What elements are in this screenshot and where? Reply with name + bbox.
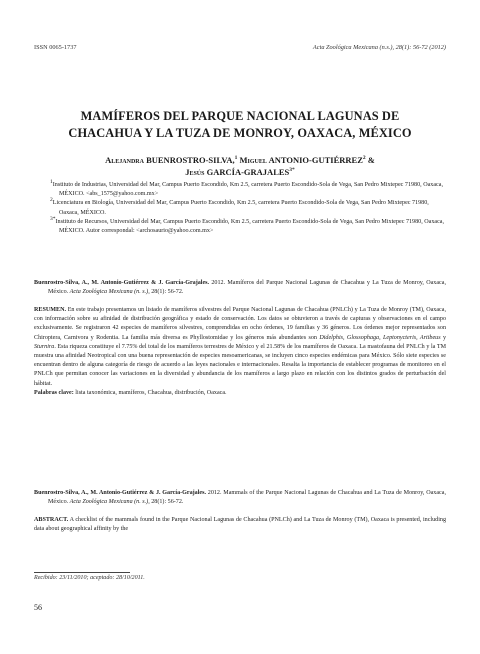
author-first-name: Jesús [185,167,205,177]
received-accepted-note: Recibido: 23/11/2010; aceptado: 28/10/2011. [34,575,145,581]
affiliation-3: $^{3*}$Instituto de Recursos, Universidad del Mar, Campus Puerto Escondido, Km 2.5, carretera Puerto Escondido-Sola de Vega, San Pedro Mixtepec 71980, Oaxaca, MÉXICO. Autor correspondal: <archosaurio@yahoo.com.mx> [50,215,445,235]
citation-spanish: Buenrostro-Silva, A., M. Antonio-Gutiérrez & J. García-Grajales. 2012. Mamíferos del Parque Nacional Lagunas de Chacahua y La Tuza de Monroy, Oaxaca, México. Acta Zoológica Mexicana (n. s.), 28(1): 56-72. [34,280,446,296]
affiliation-2: $^2$Licenciatura en Biología, Universidad del Mar, Campus Puerto Escondido, Km 2.5, carretera Puerto Escondido-Sola de Vega, San Pedro Mixtepec 71980, Oaxaca, MÉXICO. [50,197,429,216]
journal-reference: Acta Zoológica Mexicana (n.s.), 28(1): 56-72 (2012) [312,44,446,51]
title-line-2: CHACAHUA Y LA TUZA DE MONROY, OAXACA, MÉXICO [68,126,412,140]
abstract-label: ABSTRACT. [34,517,69,523]
abstract-paragraph: ABSTRACT. A checklist of the mammals found in the Parque Nacional Lagunas de Chacahua (PNLCh) and La Tuza de Monroy (TM), Oaxaca is presented, including data about geographical affinity by the [34,517,446,533]
author-list [34,154,446,178]
resumen-label: RESUMEN. [34,307,66,313]
author-line-1 [34,154,446,166]
keywords-line: Palabras clave: lista taxonómica, mamíferos, Chacahua, distribución, Oaxaca. [34,389,227,396]
author-first-name: Miguel [239,155,267,165]
author-last-name: ANTONIO-GUTIÉRREZ [268,155,363,165]
author-affiliation-mark: 3* [289,167,295,174]
issn: ISSN 0065-1737 [34,44,77,51]
affiliations [50,178,446,236]
resumen-paragraph: RESUMEN. En este trabajo presentamos un listado de mamíferos silvestres del Parque Nacional Lagunas de Chacahua (PNLCh) y La Tuza de Monroy (TM), Oaxaca, con información sobre su afinidad de distribución geográfica y estado de conservación. Los datos se obtuvieron a través de capturas y observaciones en el campo exclusivamente. Se registraron 42 especies de mamíferos silvestres, comprendidas en ocho órdenes, 19 familias y 36 géneros. Los órdenes mejor representados son Chiroptera, Carnivora y Rodentia. La familia más diversa es Phyllostomidae y los géneros más abundantes son Didelphis, Glossophaga, Leptonycteris, Artibeus y Sturnira. Esta riqueza constituye el 7.75% del total de los mamíferos terrestres de México y el 21.58% de los mamíferos de Oaxaca. La mastofauna del PNLCh y la TM muestra una afinidad Neotropical con una buena representación de especies mesoamericanas, se incluyen cinco especies endémicas para México. Sólo siete especies se encuentran dentro de alguna categoría de riesgo de acuerdo a las leyes nacionales e internacionales. Resalta la importancia de establecer programas de monitoreo en el PNLCh que permitan conocer las variaciones en la diversidad y abundancia de los mamíferos a largo plazo en relación con los distintos grados de perturbación del hábitat. Palabras clave: lista taxonómica, mamíferos, Chacahua, distribución, Oaxaca. [34,306,446,398]
author-last-name: BUENROSTRO-SILVA, [146,155,235,165]
author-line-2 [34,166,446,178]
page-number: 56 [34,603,42,612]
author-affiliation-mark: 2 [362,155,366,162]
author-ampersand: & [367,155,375,165]
footnote-divider [34,572,130,573]
author-affiliation-mark: 1 [234,155,238,162]
running-header [34,44,446,56]
author-first-name: Alejandra [105,155,144,165]
article-title [34,108,446,142]
citation-english: Buenrostro-Silva, A., M. Antonio-Gutiérrez & J. García-Grajales. 2012. Mammals of the Parque Nacional Lagunas de Chacahua and La Tuza de Monroy, Oaxaca, México. Acta Zoológica Mexicana (n. s.), 28(1): 56-72. [34,490,446,506]
affiliation-1: $^1$Instituto de Industrias, Universidad del Mar, Campus Puerto Escondido, Km 2.5, carretera Puerto Escondido-Sola de Vega, San Pedro Mixtepec 71980, Oaxaca, MÉXICO. <abs_1575@yahoo.com.mx> [50,178,443,198]
title-line-1: MAMÍFEROS DEL PARQUE NACIONAL LAGUNAS DE [80,109,400,123]
author-last-name: GARCÍA-GRAJALES [206,167,290,177]
